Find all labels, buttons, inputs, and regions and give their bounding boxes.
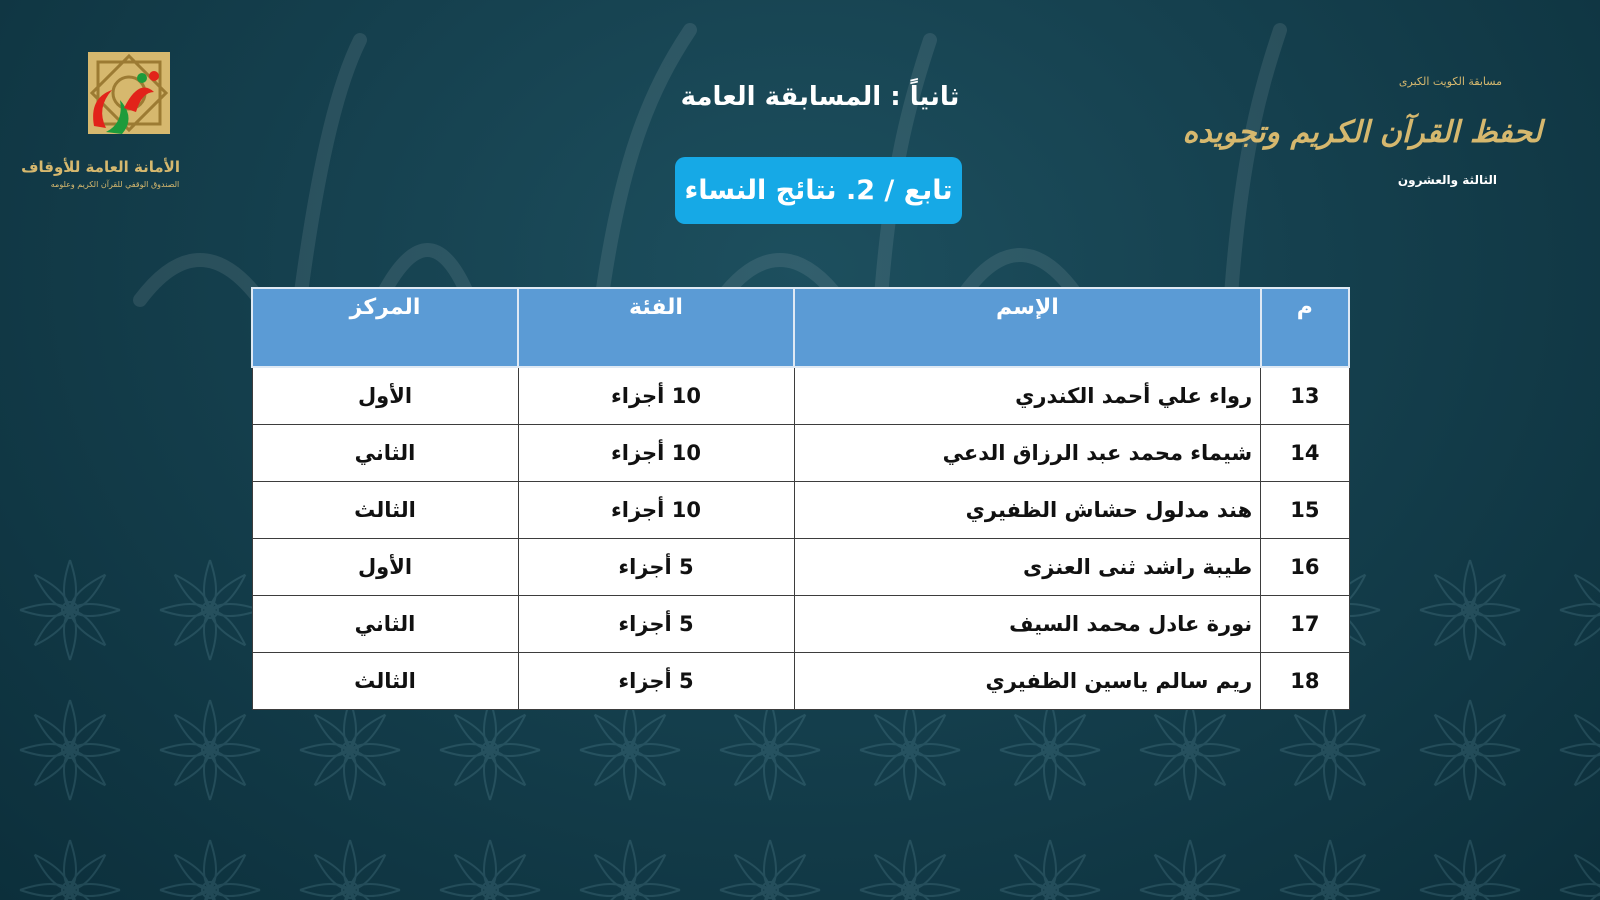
row-rank: الثاني: [252, 425, 518, 482]
row-name: رواء علي أحمد الكندري: [794, 367, 1261, 425]
row-name: طيبة راشد ثنى العنزى: [794, 539, 1261, 596]
competition-main-line: لحفظ القرآن الكريم وتجويده: [1182, 115, 1542, 150]
competition-logo: [1182, 60, 1562, 195]
table-row: [252, 425, 1349, 482]
row-num: 15: [1261, 482, 1349, 539]
row-category: 5 أجزاء: [518, 539, 794, 596]
awqaf-org-name: الأمانة العامة للأوقاف: [21, 158, 180, 176]
row-name: شيماء محمد عبد الرزاق الدعي: [794, 425, 1261, 482]
table-row: [252, 596, 1349, 653]
row-rank: الثالث: [252, 482, 518, 539]
section-subtitle: تابع / 2. نتائج النساء: [675, 157, 962, 224]
table-row: [252, 539, 1349, 596]
table-row: [252, 367, 1349, 425]
row-num: 16: [1261, 539, 1349, 596]
page-title: ثانياً : المسابقة العامة: [680, 82, 960, 112]
awqaf-fund-name: الصندوق الوقفي للقرآن الكريم وعلومه: [50, 180, 180, 189]
row-num: 14: [1261, 425, 1349, 482]
row-category: 10 أجزاء: [518, 482, 794, 539]
row-num: 13: [1261, 367, 1349, 425]
header-name: الإسم: [794, 288, 1261, 367]
row-rank: الثالث: [252, 653, 518, 710]
table-row: [252, 653, 1349, 710]
row-num: 17: [1261, 596, 1349, 653]
competition-edition: الثالثة والعشرون: [1397, 173, 1497, 187]
table-header-row: [252, 288, 1349, 367]
table-row: [252, 482, 1349, 539]
awqaf-logo: [21, 48, 180, 198]
row-num: 18: [1261, 653, 1349, 710]
row-category: 10 أجزاء: [518, 367, 794, 425]
header-num: م: [1261, 288, 1349, 367]
row-rank: الثاني: [252, 596, 518, 653]
row-name: هند مدلول حشاش الظفيري: [794, 482, 1261, 539]
header-rank: المركز: [252, 288, 518, 367]
row-category: 10 أجزاء: [518, 425, 794, 482]
results-table: [251, 287, 1350, 710]
row-category: 5 أجزاء: [518, 653, 794, 710]
row-name: ريم سالم ياسين الظفيري: [794, 653, 1261, 710]
row-name: نورة عادل محمد السيف: [794, 596, 1261, 653]
header-category: الفئة: [518, 288, 794, 367]
competition-top-line: مسابقة الكويت الكبرى: [1398, 75, 1502, 88]
row-category: 5 أجزاء: [518, 596, 794, 653]
row-rank: الأول: [252, 367, 518, 425]
row-rank: الأول: [252, 539, 518, 596]
awqaf-emblem-icon: [84, 48, 174, 138]
